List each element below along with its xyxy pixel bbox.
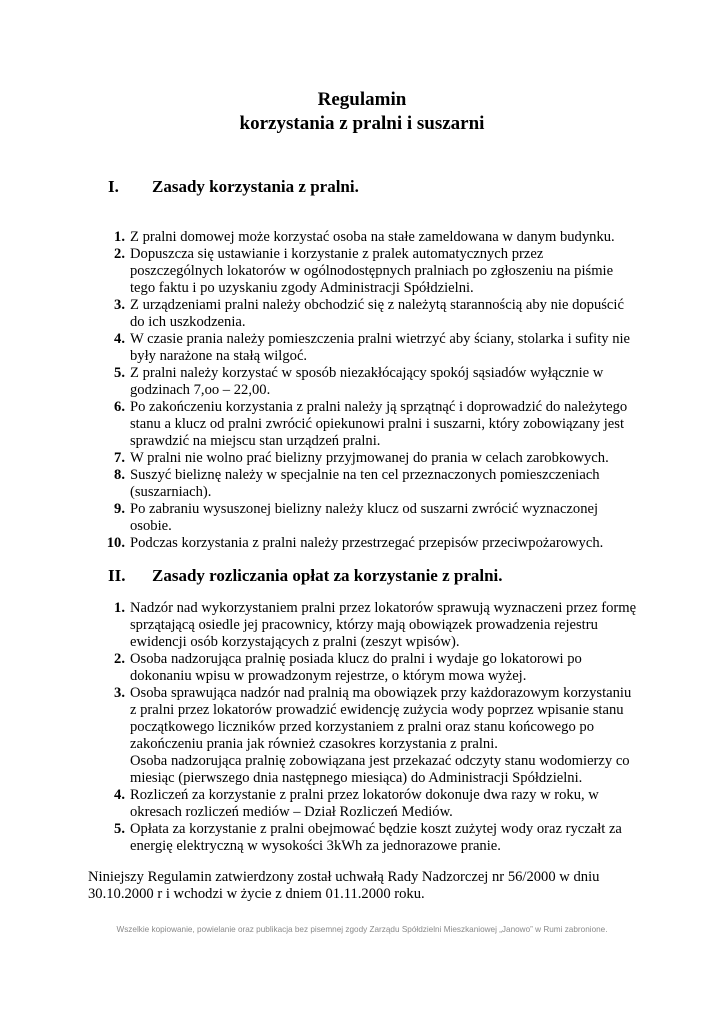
item-text: Opłata za korzystanie z pralni obejmować będzie koszt zużytej wody oraz ryczałt za energię elektryczną w wysokości 3kWh za jednorazowe pranie. (130, 821, 622, 854)
document-title: Regulamin (317, 89, 407, 110)
item-text: W pralni nie wolno prać bielizny przyjmowanej do prania w celach zarobkowych. (130, 450, 609, 466)
item-text: Nadzór nad wykorzystaniem pralni przez lokatorów sprawują wyznaczeni przez formę sprzątającą osiedle jej pracownicy, którzy mają obowiązek prowadzenia rejestru ewidencji osób korzystających z pralni (zeszyt wpisów). (130, 600, 637, 650)
item-text: W czasie prania należy pomieszczenia pralni wietrzyć aby ściany, stolarka i sufity nie były narażone na stałą wilgoć. (130, 331, 631, 364)
item-text: Po zakończeniu korzystania z pralni należy ją sprzątnąć i doprowadzić do należytego stanu a klucz od pralni zwrócić opiekunowi pralni i suszarni, który zobowiązany jest sprawdzić na miejscu stan urządzeń pralni. (130, 399, 628, 449)
section-1-list (0, 229, 724, 552)
list-item (0, 450, 724, 467)
item-number: 3. (114, 685, 125, 701)
item-number: 2. (114, 246, 125, 262)
item-number: 7. (114, 450, 125, 466)
item-number: 5. (114, 821, 125, 837)
list-item (0, 651, 724, 685)
copyright-footer: Wszelkie kopiowanie, powielanie oraz publikacja bez pisemnej zgody Zarządu Spółdzielni Mieszkaniowej „Janowo” w Rumi zabronione. (116, 925, 608, 934)
list-item (0, 821, 724, 855)
section-1-number: I. (108, 177, 119, 196)
item-text: Osoba sprawująca nadzór nad pralnią ma obowiązek przy każdorazowym korzystaniu z pralni przez lokatorów prowadzić ewidencję zużycia wody poprzez wpisanie stanu początkowego liczników przed korzystaniem z pralni oraz stanu końcowego po zakończeniu prania jak również czasokres korzystania z pralni. (130, 685, 632, 752)
list-item (0, 331, 724, 365)
item-text: Suszyć bieliznę należy w specjalnie na ten cel przeznaczonych pomieszczeniach (suszarniach). (130, 467, 600, 500)
list-item (0, 229, 724, 246)
item-number: 1. (114, 600, 125, 616)
item-number: 3. (114, 297, 125, 313)
list-item (0, 246, 724, 297)
section-2-list (0, 600, 724, 855)
document-subtitle: korzystania z pralni i suszarni (239, 113, 485, 134)
list-item (0, 399, 724, 450)
list-item (0, 535, 724, 552)
list-item (0, 787, 724, 821)
section-2-number: II. (108, 566, 126, 585)
item-number: 2. (114, 651, 125, 667)
item-number: 6. (114, 399, 125, 415)
item-text: Z pralni należy korzystać w sposób niezakłócający spokój sąsiadów wyłącznie w godzinach 7,oo – 22,00. (130, 365, 604, 398)
list-item (0, 685, 724, 787)
section-2-title: Zasady rozliczania opłat za korzystanie z pralni. (152, 566, 503, 585)
item-text: Z urządzeniami pralni należy obchodzić się z należytą starannością aby nie dopuścić do ich uszkodzenia. (130, 297, 624, 330)
item-text: Osoba nadzorująca pralnię posiada klucz do pralni i wydaje go lokatorowi po dokonaniu wpisu w prowadzonym rejestrze, o którym mowa wyżej. (130, 651, 582, 684)
list-item (0, 467, 724, 501)
item-text: Z pralni domowej może korzystać osoba na stałe zameldowana w danym budynku. (130, 229, 615, 245)
item-text: Podczas korzystania z pralni należy przestrzegać przepisów przeciwpożarowych. (130, 535, 604, 551)
closing-paragraph: Niniejszy Regulamin zatwierdzony został uchwałą Rady Nadzorczej nr 56/2000 w dniu 30.10.2000 r i wchodzi w życie z dniem 01.11.2000 roku. (88, 869, 600, 902)
section-2-heading (108, 566, 503, 586)
item-number: 8. (114, 467, 125, 483)
item-text: Rozliczeń za korzystanie z pralni przez lokatorów dokonuje dwa razy w roku, w okresach rozliczeń mediów – Dział Rozliczeń Mediów. (130, 787, 599, 820)
item-number: 4. (114, 331, 125, 347)
list-item (0, 501, 724, 535)
item-text: Po zabraniu wysuszonej bielizny należy klucz od suszarni zwrócić wyznaczonej osobie. (130, 501, 599, 534)
item-number: 5. (114, 365, 125, 381)
list-item (0, 365, 724, 399)
section-1-title: Zasady korzystania z pralni. (152, 177, 359, 196)
item-number: 9. (114, 501, 125, 517)
item-number: 4. (114, 787, 125, 803)
item-number: 10. (106, 535, 125, 551)
section-1-heading (108, 177, 359, 197)
list-item (0, 600, 724, 651)
item-text: Dopuszcza się ustawianie i korzystanie z pralek automatycznych przez poszczególnych lokatorów w ogólnodostępnych pralniach po zgłoszeniu na piśmie tego faktu i po uzyskaniu zgody Administracji Spółdzielni. (130, 246, 614, 296)
list-item (0, 297, 724, 331)
item-text-continued: Osoba nadzorująca pralnię zobowiązana jest przekazać odczyty stanu wodomierzy co miesiąc (pierwszego dnia następnego miesiąca) do Administracji Spółdzielni. (130, 753, 630, 786)
item-number: 1. (114, 229, 125, 245)
